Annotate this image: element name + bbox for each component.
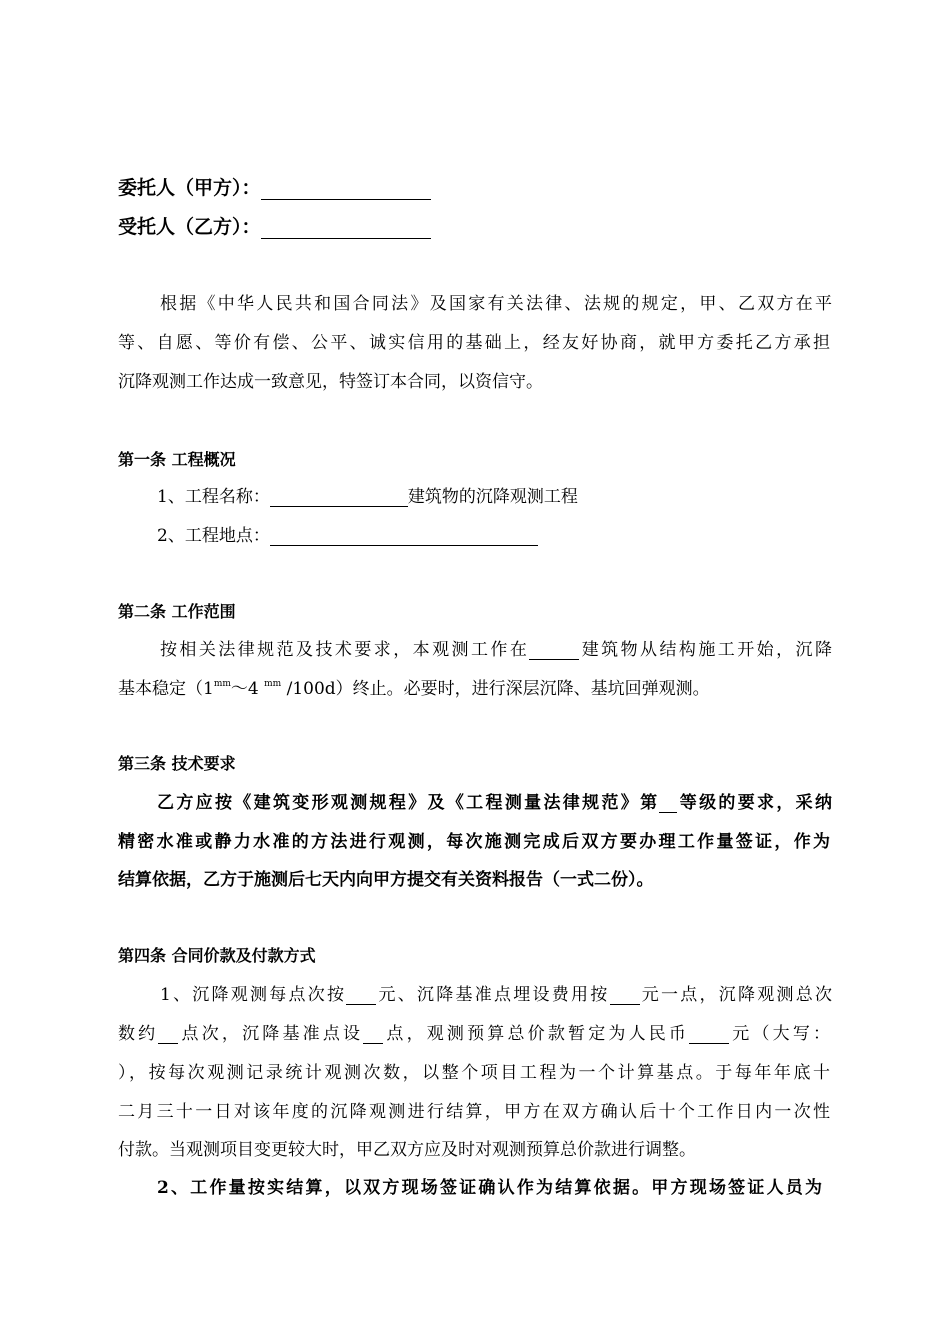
client-name-blank[interactable] <box>261 181 431 200</box>
article-4-line-2 <box>118 1024 830 1044</box>
tech-text-b: 等级的要求，采纳 <box>677 793 833 813</box>
tech-text-a: 乙方应按《建筑变形观测规程》及《工程测量法律规范》第 <box>157 793 660 813</box>
price-text-g: 元（大写： <box>729 1024 831 1044</box>
article-4-line-4: 二月三十一日对该年度的沉降观测进行结算，甲方在双方确认后十个工作日内一次性 <box>118 1102 830 1122</box>
scope-text-c: 基本稳定（1 <box>118 679 214 699</box>
scope-text-e: /100d）终止。必要时，进行深层沉降、基坑回弹观测。 <box>286 679 710 699</box>
project-name-suffix: 建筑物的沉降观测工程 <box>407 487 578 507</box>
unit-mm-1: mm <box>213 679 231 689</box>
project-location-label: 2、工程地点： <box>157 526 270 546</box>
price-text-d: 数约 <box>118 1024 159 1044</box>
preamble-line-1: 根据《中华人民共和国合同法》及国家有关法律、法规的规定，甲、乙双方在平 <box>160 294 832 314</box>
article-1-title: 第一条 工程概况 <box>118 450 236 469</box>
grade-blank[interactable] <box>659 794 677 813</box>
scope-building-blank[interactable] <box>529 641 579 660</box>
scope-text-b: 建筑物从结构施工开始，沉降 <box>579 640 832 660</box>
contractor-name-blank[interactable] <box>261 220 431 239</box>
article-3-line-1 <box>157 793 832 813</box>
total-points-blank[interactable] <box>158 1025 178 1044</box>
total-price-blank[interactable] <box>689 1025 729 1044</box>
price-text-c: 元一点，沉降观测总次 <box>639 985 832 1005</box>
price-text-a: 1、沉降观测每点次按 <box>160 985 347 1005</box>
contractor-line <box>118 215 431 239</box>
preamble-line-3: 沉降观测工作达成一致意见，特签订本合同，以资信守。 <box>118 372 543 392</box>
scope-text-d: ～4 <box>230 679 259 699</box>
preamble-line-2: 等、自愿、等价有偿、公平、诚实信用的基础上，经友好协商，就甲方委托乙方承担 <box>118 333 830 353</box>
client-line <box>118 176 431 200</box>
project-name-blank[interactable] <box>270 488 408 507</box>
benchmark-count-blank[interactable] <box>363 1025 383 1044</box>
article-1-item-2 <box>157 526 538 546</box>
price-text-f: 点，观测预算总价款暂定为人民币 <box>383 1024 690 1044</box>
article-4-line-3: ），按每次观测记录统计观测次数，以整个项目工程为一个计算基点。于每年年底十 <box>118 1063 830 1083</box>
price-text-e: 点次，沉降基准点设 <box>178 1024 364 1044</box>
price-text-b: 元、沉降基准点埋设费用按 <box>376 985 610 1005</box>
unit-mm-2: mm <box>264 679 282 689</box>
article-4-line-1 <box>160 985 832 1005</box>
price-per-point-blank[interactable] <box>346 986 376 1005</box>
article-2-line-2 <box>118 679 710 699</box>
article-3-line-2: 精密水准或静力水准的方法进行观测，每次施测完成后双方要办理工作量签证，作为 <box>118 832 830 852</box>
article-3-title: 第三条 技术要求 <box>118 754 236 773</box>
project-location-blank[interactable] <box>270 527 538 546</box>
article-1-item-1 <box>157 487 578 507</box>
article-3-line-3: 结算依据，乙方于施测后七天内向甲方提交有关资料报告（一式二份）。 <box>118 870 654 890</box>
article-2-line-1 <box>160 640 832 660</box>
scope-text-a: 按相关法律规范及技术要求，本观测工作在 <box>160 640 530 660</box>
article-4-line-6: 2、工作量按实结算，以双方现场签证确认作为结算依据。甲方现场签证人员为 <box>157 1178 822 1198</box>
benchmark-fee-blank[interactable] <box>610 986 640 1005</box>
contractor-label: 受托人（乙方）： <box>118 216 261 238</box>
client-label: 委托人（甲方）： <box>118 177 261 199</box>
article-2-title: 第二条 工作范围 <box>118 602 236 621</box>
article-4-line-5: 付款。当观测项目变更较大时，甲乙双方应及时对观测预算总价款进行调整。 <box>118 1140 696 1160</box>
article-4-title: 第四条 合同价款及付款方式 <box>118 946 316 965</box>
project-name-label: 1、工程名称： <box>157 487 270 507</box>
